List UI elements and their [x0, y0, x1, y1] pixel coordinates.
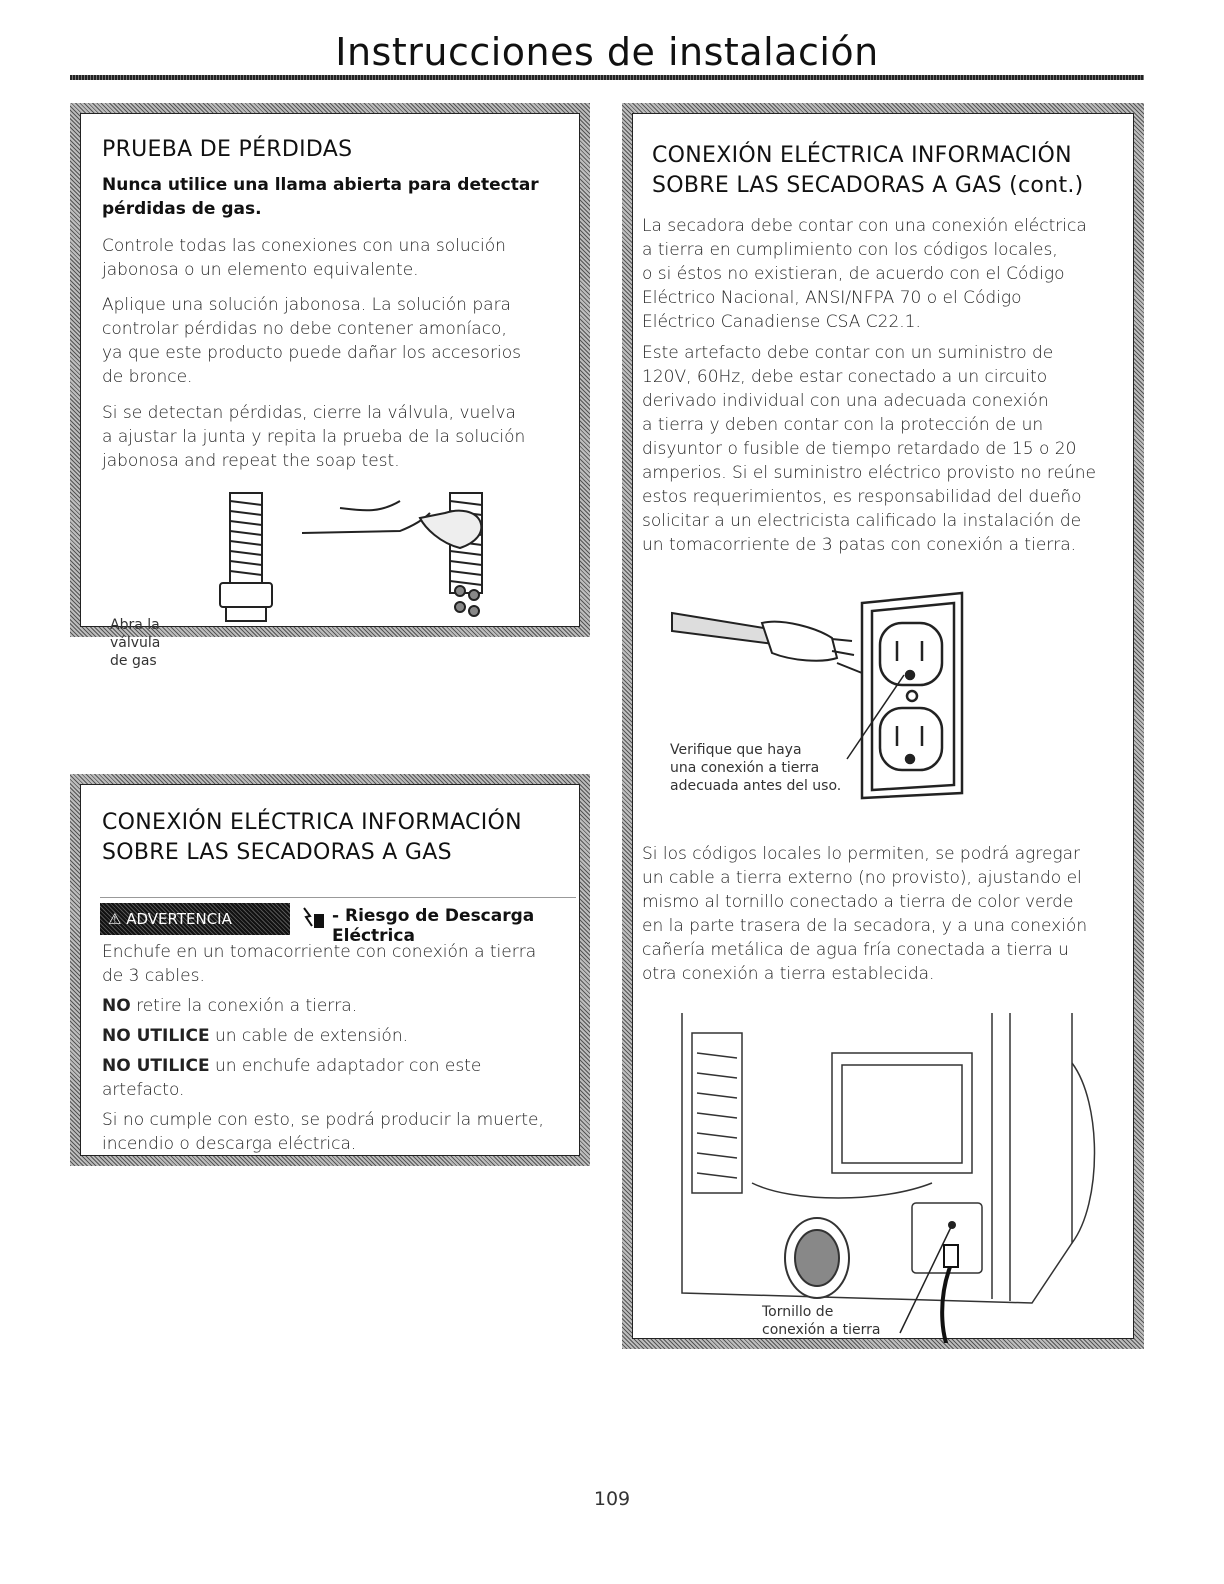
screw-caption: conexión a tierra	[762, 1322, 881, 1338]
text-line: en la parte trasera de la secadora, y a una conexión	[642, 916, 1088, 936]
valve-caption: Abra la	[110, 617, 160, 633]
no-utilice-text: un cable de extensión.	[209, 1026, 409, 1046]
text-line: Aplique una solución jabonosa. La solución para	[102, 295, 511, 315]
warning-badge	[100, 903, 290, 935]
text-line: de bronce.	[102, 367, 193, 387]
text-line: o si éstos no existieran, de acuerdo con el Código	[642, 264, 1065, 284]
text-line: Si se detectan pérdidas, cierre la válvula, vuelva	[102, 403, 516, 423]
text-line: artefacto.	[102, 1080, 185, 1100]
text-line: La secadora debe contar con una conexión eléctrica	[642, 216, 1087, 236]
text-line: controlar pérdidas no debe contener amoníaco,	[102, 319, 507, 339]
text-line: cañería metálica de agua fría conectada a tierra u	[642, 940, 1069, 960]
screw-caption: Tornillo de	[762, 1304, 834, 1320]
exhaust-duct	[785, 1218, 849, 1298]
text-line: mismo al tornillo conectado a tierra de color verde	[642, 892, 1074, 912]
text-line: de 3 cables.	[102, 966, 205, 986]
text-line: Enchufe en un tomacorriente con conexión a tierra	[102, 942, 537, 962]
leak-test-panel	[70, 103, 590, 669]
no-text: retire la conexión a tierra.	[130, 996, 358, 1016]
text-line: Eléctrico Nacional, ANSI/NFPA 70 o el Código	[642, 288, 1022, 308]
text-line: un cable a tierra externo (no provisto), ajustando el	[642, 868, 1082, 888]
electrical-cont-heading: CONEXIÓN ELÉCTRICA INFORMACIÓN	[652, 143, 1072, 168]
text-line: amperios. Si el suministro eléctrico provisto no reúne	[642, 463, 1096, 483]
ground-screw	[948, 1221, 956, 1229]
title-rule	[70, 75, 1144, 80]
gas-valve-illustration	[80, 113, 580, 627]
no-label: NO	[102, 996, 131, 1016]
text-line: jabonosa and repeat the soap test.	[102, 451, 400, 471]
text-line: ya que este producto puede dañar los accesorios	[102, 343, 521, 363]
warning-line: pérdidas de gas.	[102, 199, 262, 219]
text-line	[102, 1024, 408, 1048]
left-flex-hose	[220, 493, 272, 621]
text-line: un tomacorriente de 3 patas con conexión a tierra.	[642, 535, 1077, 555]
electrical-cont-panel	[622, 103, 1144, 1349]
text-line: a tierra en cumplimiento con los códigos locales,	[642, 240, 1058, 260]
electrical-cont-heading: SOBRE LAS SECADORAS A GAS (cont.)	[652, 173, 1084, 198]
warning-line: Nunca utilice una llama abierta para detectar	[102, 175, 539, 195]
leak-test-heading: PRUEBA DE PÉRDIDAS	[102, 137, 353, 162]
text-line: Si los códigos locales lo permiten, se podrá agregar	[642, 844, 1081, 864]
outlet-caption: adecuada antes del uso.	[670, 778, 842, 794]
page-number: 109	[593, 1488, 631, 1510]
text-line: Si no cumple con esto, se podrá producir la muerte,	[102, 1110, 544, 1130]
warning-triangle-icon: ⚠	[108, 910, 127, 928]
text-line: a ajustar la junta y repita la prueba de la solución	[102, 427, 526, 447]
valve-caption: válvula	[110, 635, 161, 651]
plug-cord	[672, 613, 862, 673]
shock-hand-icon	[300, 904, 328, 932]
electrical-heading: CONEXIÓN ELÉCTRICA INFORMACIÓN	[102, 810, 522, 835]
electrical-heading: SOBRE LAS SECADORAS A GAS	[102, 840, 452, 865]
no-utilice-label: NO UTILICE	[102, 1056, 210, 1076]
text-line	[102, 994, 357, 1018]
dryer-body	[682, 1013, 1095, 1303]
valve-caption: de gas	[110, 653, 157, 669]
no-utilice-label: NO UTILICE	[102, 1026, 210, 1046]
risk-label: - Riesgo de Descarga Eléctrica	[332, 906, 535, 946]
text-line: otra conexión a tierra establecida.	[642, 964, 935, 984]
text-line: 120V, 60Hz, debe estar conectado a un circuito	[642, 367, 1048, 387]
text-line: estos requerimientos, es responsabilidad del dueño	[642, 487, 1082, 507]
wall-outlet	[862, 593, 962, 798]
electrical-panel	[70, 774, 590, 1166]
text-line: incendio o descarga eléctrica.	[102, 1134, 357, 1154]
text-line: Eléctrico Canadiense CSA C22.1.	[642, 312, 921, 332]
text-line: a tierra y deben contar con la protección de un	[642, 415, 1044, 435]
warning-bar	[100, 897, 576, 946]
text-line: jabonosa o un elemento equivalente.	[102, 260, 419, 280]
text-line: derivado individual con una adecuada conexión	[642, 391, 1049, 411]
text-line: Controle todas las conexiones con una solución	[102, 236, 506, 256]
dryer-back-illustration	[632, 1003, 1132, 1343]
text-line	[102, 1054, 481, 1078]
outlet-caption: Verifique que haya	[670, 742, 802, 758]
warning-badge-label: ADVERTENCIA	[126, 910, 232, 928]
page-title: Instrucciones de instalación	[335, 30, 879, 74]
no-utilice-text: un enchufe adaptador con este	[209, 1056, 482, 1076]
outlet-caption: una conexión a tierra	[670, 760, 820, 776]
text-line: solicitar a un electricista calificado la instalación de	[642, 511, 1082, 531]
text-line: disyuntor o fusible de tiempo retardado de 15 o 20	[642, 439, 1077, 459]
text-line: Este artefacto debe contar con un suministro de	[642, 343, 1054, 363]
